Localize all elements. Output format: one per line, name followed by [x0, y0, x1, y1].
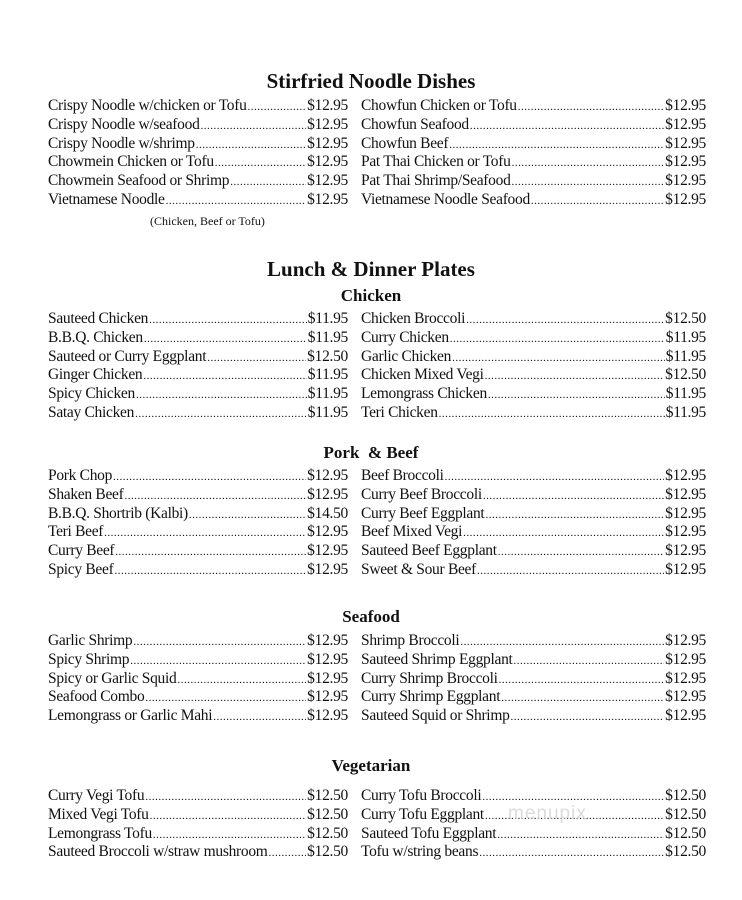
item-price: $12.95 [307, 485, 348, 503]
dot-leader [136, 389, 307, 401]
item-name: Curry Tofu Eggplant [361, 805, 484, 823]
item-name: Chicken Broccoli [361, 310, 466, 327]
item-name: Crispy Noodle w/chicken or Tofu [48, 97, 247, 114]
menu-item [48, 404, 348, 423]
dot-leader [153, 829, 306, 841]
dot-leader [104, 527, 306, 539]
dot-leader [213, 711, 306, 723]
dot-leader [518, 101, 664, 113]
item-price: $12.95 [665, 688, 706, 706]
dot-leader [460, 636, 664, 648]
menu-block [48, 632, 706, 726]
item-name: Sauteed Broccoli w/straw mushroom [48, 843, 268, 861]
item-price: $12.95 [307, 134, 348, 152]
item-name: Chowfun Seafood [361, 115, 469, 133]
item-name: Spicy Beef [48, 560, 114, 578]
dot-leader [177, 674, 306, 686]
dot-leader [144, 333, 307, 345]
subsection-title-seafood: Seafood [342, 607, 400, 626]
dot-leader [482, 791, 664, 803]
item-name: Pork Chop [48, 467, 113, 484]
menu-note: (Chicken, Beef or Tofu) [150, 214, 265, 228]
dot-leader [488, 389, 665, 401]
dot-leader [207, 352, 306, 364]
menu-item [48, 806, 348, 825]
dot-leader [477, 565, 664, 577]
item-price: $14.50 [307, 504, 348, 522]
item-name: Ginger Chicken [48, 366, 143, 384]
item-name: Garlic Shrimp [48, 632, 133, 649]
dot-leader [450, 333, 665, 345]
dot-leader [485, 509, 664, 521]
dot-leader [215, 157, 306, 169]
dot-leader [499, 674, 665, 686]
menu-item [361, 843, 706, 862]
subsection-title-vegetarian: Vegetarian [331, 756, 411, 775]
menu-block [48, 310, 706, 423]
item-name: Chowfun Chicken or Tofu [361, 97, 517, 114]
item-price: $12.95 [307, 153, 348, 171]
dot-leader [150, 810, 307, 822]
menu-item [48, 191, 348, 210]
dot-leader [445, 471, 665, 483]
item-price: $12.50 [665, 843, 706, 861]
dot-leader [470, 120, 664, 132]
item-price: $11.95 [307, 310, 348, 327]
item-price: $11.95 [307, 403, 348, 421]
menu-column-right [361, 97, 706, 210]
item-name: Sweet & Sour Beef [361, 560, 477, 578]
item-price: $12.95 [307, 190, 348, 208]
menu-item [361, 385, 706, 404]
item-price: $12.95 [665, 504, 706, 522]
menu-column-right [361, 467, 706, 580]
item-name: Pat Thai Shrimp/Seafood [361, 172, 511, 190]
item-price: $12.95 [307, 542, 348, 560]
item-name: Spicy or Garlic Squid [48, 669, 177, 687]
item-price: $12.95 [665, 115, 706, 133]
menu-item [48, 97, 348, 116]
menu-column-left [48, 787, 348, 862]
dot-leader [497, 829, 664, 841]
dot-leader [114, 565, 306, 577]
menu-item [48, 135, 348, 154]
item-name: Vietnamese Noodle [48, 190, 165, 208]
dot-leader [485, 370, 665, 382]
menu-item [48, 688, 348, 707]
menu-item [361, 632, 706, 651]
item-name: Lemongrass or Garlic Mahi [48, 707, 213, 725]
menu-item [361, 467, 706, 486]
item-name: Spicy Shrimp [48, 650, 130, 668]
menu-item [48, 486, 348, 505]
dot-leader [463, 527, 664, 539]
item-name: B.B.Q. Chicken [48, 328, 143, 346]
dot-leader [452, 352, 665, 364]
item-price: $12.95 [307, 688, 348, 706]
item-price: $12.95 [665, 467, 706, 484]
item-name: Curry Tofu Broccoli [361, 787, 482, 804]
item-name: Chicken Mixed Vegi [361, 366, 484, 384]
item-name: Shrimp Broccoli [361, 632, 460, 649]
menu-item [48, 825, 348, 844]
dot-leader [133, 636, 306, 648]
menu-item [361, 366, 706, 385]
item-price: $12.50 [665, 310, 706, 327]
item-name: Curry Shrimp Broccoli [361, 669, 498, 687]
dot-leader [498, 546, 664, 558]
menu-column-right [361, 310, 706, 423]
menu-item [361, 542, 706, 561]
menu-item [48, 172, 348, 191]
item-name: Vietnamese Noodle Seafood [361, 190, 530, 208]
item-name: Curry Vegi Tofu [48, 787, 145, 804]
menu-item [361, 707, 706, 726]
menu-item [361, 825, 706, 844]
item-price: $12.95 [307, 650, 348, 668]
dot-leader [145, 791, 306, 803]
dot-leader [479, 847, 664, 859]
item-name: Curry Shrimp Eggplant [361, 688, 501, 706]
item-price: $12.50 [665, 805, 706, 823]
item-price: $12.95 [307, 467, 348, 484]
menu-item [48, 153, 348, 172]
item-price: $12.95 [665, 542, 706, 560]
item-price: $12.50 [665, 787, 706, 804]
menu-item [361, 523, 706, 542]
item-price: $12.95 [665, 707, 706, 725]
item-price: $12.95 [665, 632, 706, 649]
dot-leader [512, 176, 665, 188]
menu-item [48, 505, 348, 524]
item-name: Crispy Noodle w/shrimp [48, 134, 195, 152]
item-name: Sauteed Chicken [48, 310, 149, 327]
item-price: $12.95 [665, 172, 706, 190]
menu-block [48, 467, 706, 580]
menu-column-left [48, 97, 348, 210]
item-price: $11.95 [307, 328, 348, 346]
dot-leader [512, 157, 665, 169]
dot-leader [483, 490, 664, 502]
menu-item [48, 523, 348, 542]
menu-item [48, 707, 348, 726]
item-name: Satay Chicken [48, 403, 135, 421]
dot-leader [501, 692, 664, 704]
menu-item [361, 153, 706, 172]
item-name: Sauteed Shrimp Eggplant [361, 650, 513, 668]
dot-leader [145, 692, 306, 704]
item-name: Chowmein Seafood or Shrimp [48, 172, 230, 190]
menu-item [361, 670, 706, 689]
item-price: $12.95 [307, 115, 348, 133]
item-name: Beef Mixed Vegi [361, 523, 463, 541]
menu-item [361, 97, 706, 116]
item-name: Sauteed Beef Eggplant [361, 542, 497, 560]
dot-leader [143, 370, 306, 382]
item-name: Curry Beef Broccoli [361, 485, 482, 503]
item-price: $12.50 [665, 366, 706, 384]
item-price: $12.50 [307, 843, 348, 861]
dot-leader [113, 471, 306, 483]
item-price: $12.95 [665, 523, 706, 541]
item-price: $12.95 [665, 485, 706, 503]
item-price: $12.95 [665, 153, 706, 171]
item-name: Garlic Chicken [361, 347, 452, 365]
item-name: Sauteed Tofu Eggplant [361, 824, 497, 842]
section-title-noodles: Stirfried Noodle Dishes [266, 69, 476, 93]
item-name: Beef Broccoli [361, 467, 444, 484]
item-price: $11.95 [307, 366, 348, 384]
item-name: Curry Beef [48, 542, 115, 560]
item-name: Seafood Combo [48, 688, 145, 706]
section-title-plates: Lunch & Dinner Plates [267, 257, 475, 281]
item-price: $12.95 [307, 172, 348, 190]
menu-item [48, 348, 348, 367]
item-price: $12.50 [307, 347, 348, 365]
item-price: $12.95 [665, 669, 706, 687]
menu-item [48, 467, 348, 486]
item-price: $11.95 [665, 403, 706, 421]
dot-leader [449, 139, 664, 151]
item-price: $11.95 [665, 347, 706, 365]
dot-leader [115, 546, 306, 558]
menu-item [361, 348, 706, 367]
menu-column-left [48, 310, 348, 423]
dot-leader [514, 655, 665, 667]
dot-leader [130, 655, 306, 667]
item-price: $12.50 [307, 805, 348, 823]
menu-item [48, 670, 348, 689]
item-price: $12.50 [307, 824, 348, 842]
item-name: Curry Chicken [361, 328, 449, 346]
item-price: $12.95 [665, 134, 706, 152]
menu-item [48, 329, 348, 348]
item-price: $12.95 [307, 669, 348, 687]
dot-leader [201, 120, 307, 132]
dot-leader [466, 314, 664, 326]
menu-item [361, 404, 706, 423]
item-name: Chowmein Chicken or Tofu [48, 153, 214, 171]
menu-item [361, 116, 706, 135]
menu-column-right [361, 632, 706, 726]
item-price: $12.95 [665, 190, 706, 208]
menu-item [48, 116, 348, 135]
dot-leader [230, 176, 306, 188]
menu-item [48, 385, 348, 404]
subsection-title-chicken: Chicken [340, 286, 402, 305]
subsection-title-pork-beef: Pork & Beef [323, 443, 419, 462]
dot-leader [135, 408, 307, 420]
item-price: $12.95 [665, 97, 706, 114]
item-name: Curry Beef Eggplant [361, 504, 485, 522]
menu-item [48, 561, 348, 580]
dot-leader [511, 711, 665, 723]
item-price: $11.95 [307, 385, 348, 403]
item-name: Mixed Vegi Tofu [48, 805, 149, 823]
menu-item [48, 310, 348, 329]
menu-item [48, 366, 348, 385]
item-name: Shaken Beef [48, 485, 124, 503]
menu-item [48, 632, 348, 651]
item-price: $12.95 [307, 707, 348, 725]
item-price: $12.95 [307, 560, 348, 578]
menu-item [361, 172, 706, 191]
item-price: $12.95 [307, 523, 348, 541]
item-name: Sauteed Squid or Shrimp [361, 707, 510, 725]
item-name: B.B.Q. Shortrib (Kalbi) [48, 504, 188, 522]
item-price: $11.95 [665, 385, 706, 403]
dot-leader [269, 847, 307, 859]
item-price: $12.95 [307, 632, 348, 649]
menu-item [361, 310, 706, 329]
dot-leader [248, 101, 307, 113]
dot-leader [124, 490, 306, 502]
menu-column-left [48, 632, 348, 726]
dot-leader [196, 139, 306, 151]
dot-leader [189, 509, 306, 521]
item-name: Tofu w/string beans [361, 843, 479, 861]
menu-block [48, 97, 706, 210]
menu-item [361, 329, 706, 348]
item-name: Teri Chicken [361, 403, 438, 421]
item-price: $12.50 [307, 787, 348, 804]
menu-item [48, 651, 348, 670]
item-name: Sauteed or Curry Eggplant [48, 347, 207, 365]
item-price: $12.95 [665, 650, 706, 668]
item-name: Chowfun Beef [361, 134, 449, 152]
menu-item [48, 843, 348, 862]
dot-leader [166, 195, 307, 207]
item-name: Pat Thai Chicken or Tofu [361, 153, 511, 171]
dot-leader [439, 408, 665, 420]
item-name: Lemongrass Chicken [361, 385, 487, 403]
menu-column-left [48, 467, 348, 580]
menu-item [361, 486, 706, 505]
menu-item [361, 191, 706, 210]
watermark: menupix [508, 803, 587, 824]
dot-leader [149, 314, 307, 326]
item-price: $12.95 [307, 97, 348, 114]
menu-item [361, 561, 706, 580]
item-price: $12.50 [665, 824, 706, 842]
menu-item [48, 787, 348, 806]
menu-item [48, 542, 348, 561]
menu-item [361, 135, 706, 154]
item-price: $11.95 [665, 328, 706, 346]
menu-item [361, 651, 706, 670]
menu-block [48, 787, 706, 862]
menu-item [361, 505, 706, 524]
item-name: Crispy Noodle w/seafood [48, 115, 200, 133]
item-price: $12.95 [665, 560, 706, 578]
menu-item [361, 688, 706, 707]
item-name: Spicy Chicken [48, 385, 135, 403]
item-name: Lemongrass Tofu [48, 824, 152, 842]
dot-leader [531, 195, 664, 207]
item-name: Teri Beef [48, 523, 104, 541]
